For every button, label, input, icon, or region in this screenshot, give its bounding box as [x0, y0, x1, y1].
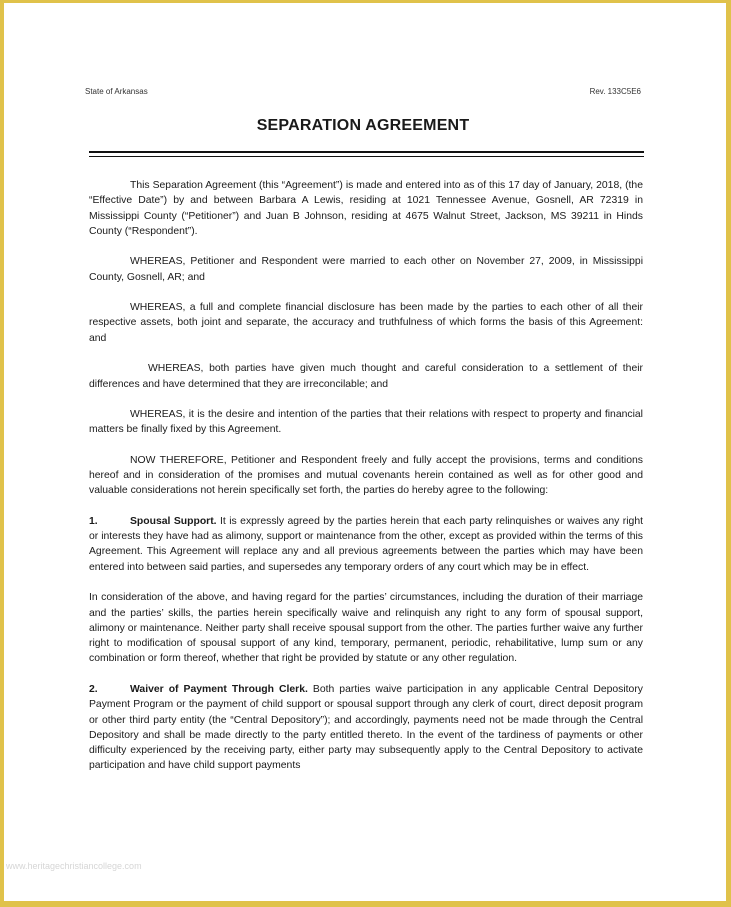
revision-label: Rev. 133C5E6 [589, 87, 641, 96]
section-2-heading: Waiver of Payment Through Clerk. [130, 683, 308, 695]
document-page [4, 3, 726, 901]
section-1 [89, 514, 643, 575]
watermark: www.heritagechristiancollege.com [6, 861, 142, 871]
intro-paragraph: This Separation Agreement (this “Agreement”) is made and entered into as of this 17 day of January, 2018, (the “Effective Date”) by and between Barbara A Lewis, residing at 1021 Tennessee Avenue, Gosnell, AR 72319 in Mississippi County (“Petitioner”) and Juan B Johnson, residing at 4675 Walnut Street, Jackson, MS 39211 in Hinds County (“Respondent”). [89, 180, 643, 237]
state-label: State of Arkansas [85, 87, 148, 96]
section-1-continuation: In consideration of the above, and having regard for the parties’ circumstances, including the duration of their marriage and the parties’ skills, the parties herein specifically waive and relinquish any right to any form of spousal support, alimony or maintenance. Neither party shall receive spousal support from the other. The parties further waive any further right to modification of spousal support of any kind, temporary, permanent, periodic, rehabilitative, lump sum or any combination or form thereof, whether that right be provided by statute or any other regulation. [89, 592, 643, 665]
agreement-body [89, 178, 643, 789]
section-1-number: 1. [89, 515, 98, 527]
whereas-paragraph-2: WHEREAS, a full and complete financial disclosure has been made by the parties to each other of all their respective assets, both joint and separate, the accuracy and truthfulness of which forms the basis of this Agreement: and [89, 302, 643, 344]
now-therefore-paragraph: NOW THEREFORE, Petitioner and Respondent freely and fully accept the provisions, terms and conditions hereof and in consideration of the promises and mutual covenants herein contained as well as for other good and valuable considerations not herein specifically set forth, the parties do hereby agree to the following: [89, 454, 643, 497]
document-title: SEPARATION AGREEMENT [256, 117, 470, 134]
whereas-paragraph-1: WHEREAS, Petitioner and Respondent were married to each other on November 27, 2009, in Mississippi County, Gosnell, AR; and [89, 256, 643, 283]
section-2 [89, 682, 643, 774]
whereas-paragraph-4: WHEREAS, it is the desire and intention of the parties that their relations with respect to property and financial matters be finally fixed by this Agreement. [89, 409, 643, 436]
whereas-paragraph-3: WHEREAS, both parties have given much thought and careful consideration to a settlement of their differences and have determined that they are irreconcilable; and [89, 363, 643, 390]
section-2-text: Both parties waive participation in any applicable Central Depository Payment Program or the payment of child support or spousal support through any clerk of court, direct deposit program or other third party entity (the “Central Depository”); and accordingly, payments need not be made through the Central Depository and shall be made directly to the party entitled thereto. In the event of the tardiness of payments or other difficulty experienced by the receiving party, either party may subsequently apply to the Central Depository to activate participation and have child support payments [89, 683, 643, 772]
title-rule-thick [89, 151, 644, 153]
title-rule-thin [89, 156, 644, 157]
section-1-heading: Spousal Support. [130, 515, 217, 527]
section-2-number: 2. [89, 683, 98, 695]
section-1-text: It is expressly agreed by the parties herein that each party relinquishes or waives any right or interests they have had as alimony, support or maintenance from the other, except as provided within the terms of this Agreement. This Agreement will replace any and all previous agreements between the parties which may have been entered into between said parties, and supersedes any temporary orders of any court which may be in effect. [89, 515, 644, 573]
